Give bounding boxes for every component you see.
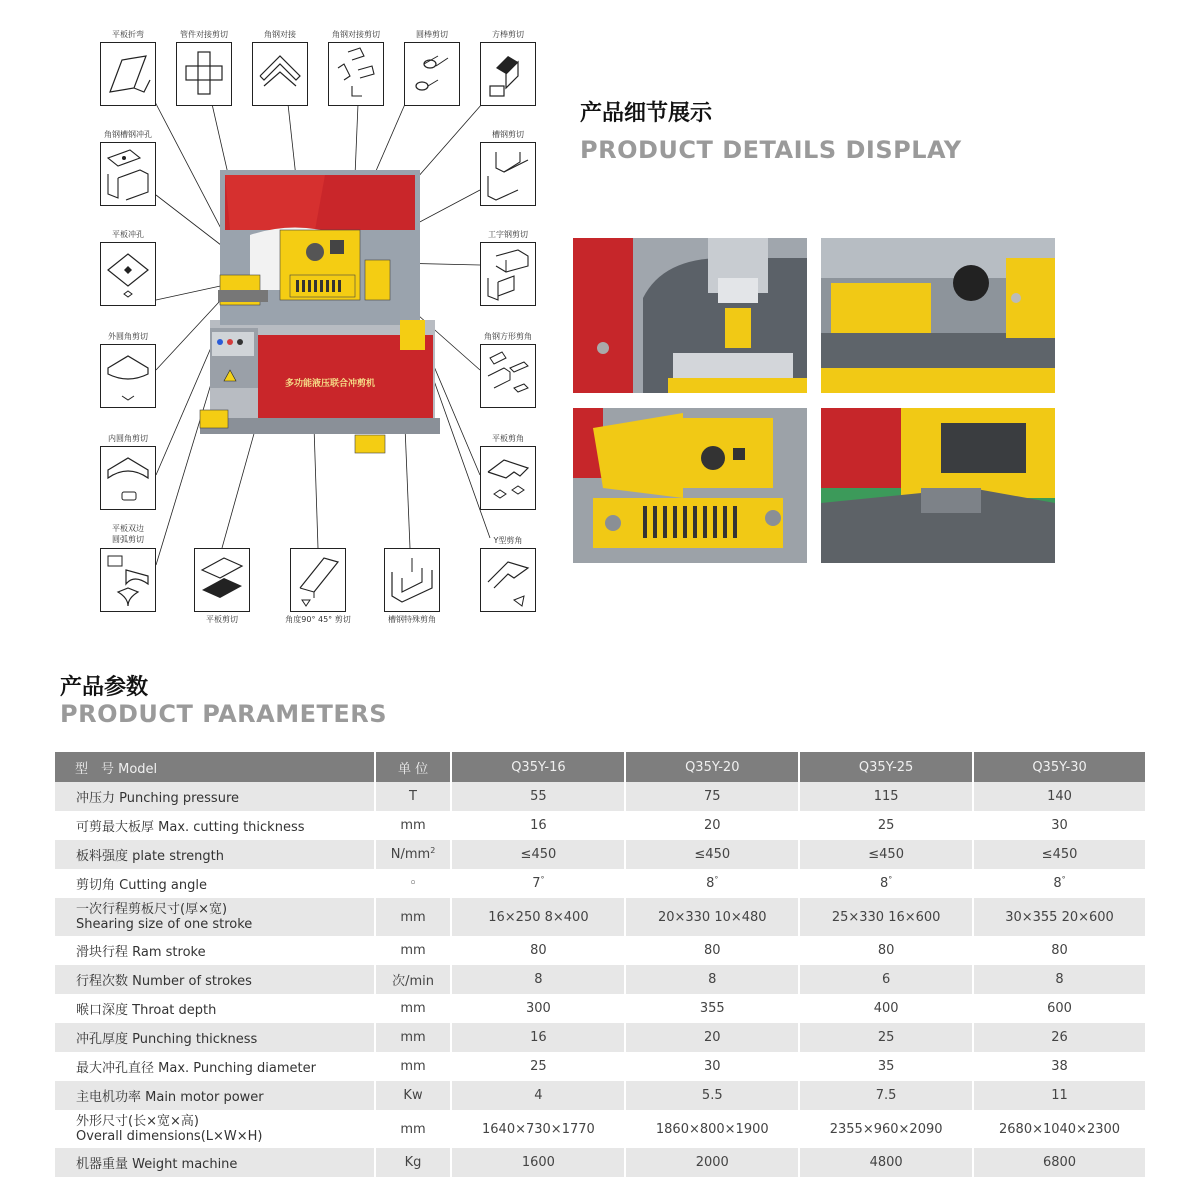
param-value: 1640×730×1770 xyxy=(482,1121,595,1137)
tile-label: 槽钢特殊剪角 xyxy=(388,615,436,624)
plate-notch-icon xyxy=(484,450,532,506)
double-arc-icon xyxy=(104,552,152,608)
param-value-cell xyxy=(451,811,625,840)
param-unit: mm xyxy=(400,1059,426,1074)
param-value: 8 xyxy=(1053,876,1062,891)
param-name-cell xyxy=(55,898,375,936)
tile-label: 管件对接剪切 xyxy=(180,30,228,39)
param-unit-cell xyxy=(375,1148,452,1177)
plate-punch-icon xyxy=(104,246,152,302)
param-name: 主电机功率 Main motor power xyxy=(76,1090,264,1105)
inner-round-icon xyxy=(104,450,152,506)
tile-double-arc xyxy=(100,524,156,612)
tile-label: 角度90° 45° 剪切 xyxy=(285,615,351,624)
param-value-cell xyxy=(973,1148,1146,1177)
tile-ibeam-cut xyxy=(480,230,536,306)
param-value-cell xyxy=(625,965,799,994)
param-value-cell xyxy=(799,811,973,840)
tile-label: 角钢方形剪角 xyxy=(484,332,532,341)
param-unit: 次/min xyxy=(392,974,434,989)
param-unit: mm xyxy=(400,909,426,925)
tile-square-bar xyxy=(480,30,536,106)
param-value: 16 xyxy=(530,818,547,833)
tile-label: Y型剪角 xyxy=(493,536,523,545)
param-value: 35 xyxy=(877,1059,895,1074)
ibeam-cut-icon xyxy=(484,246,532,302)
detail-photo-guard xyxy=(821,408,1055,563)
tile-label: 槽钢剪切 xyxy=(492,130,524,139)
channel-cut-icon xyxy=(484,146,532,202)
angle-90-45-icon xyxy=(294,552,342,608)
param-value-cell xyxy=(451,1148,625,1177)
param-unit-cell xyxy=(375,811,452,840)
param-value-cell xyxy=(799,840,973,869)
param-value-cell xyxy=(973,1052,1146,1081)
param-unit-cell xyxy=(375,965,452,994)
param-name: 机器重量 Weight machine xyxy=(76,1157,238,1172)
outer-round-icon xyxy=(104,348,152,404)
tile-label: 角钢对接剪切 xyxy=(332,30,380,39)
plate-shear-icon xyxy=(198,552,246,608)
table-row xyxy=(55,965,1146,994)
param-value-cell xyxy=(625,936,799,965)
tile-angle-notch xyxy=(480,332,536,408)
param-name-en: Shearing size of one stroke xyxy=(76,917,253,932)
param-name-cell xyxy=(55,994,375,1023)
param-value: 4 xyxy=(534,1088,543,1103)
param-name-cell xyxy=(55,869,375,898)
param-value-cell xyxy=(625,1148,799,1177)
param-value-cell xyxy=(973,1081,1146,1110)
param-value-cell xyxy=(799,782,973,811)
tile-label: 圆棒剪切 xyxy=(416,30,448,39)
param-value: 2355×960×2090 xyxy=(829,1121,943,1137)
channel-punch-icon xyxy=(104,146,152,202)
param-value-cell xyxy=(625,782,799,811)
param-unit-cell xyxy=(375,1052,452,1081)
table-row xyxy=(55,869,1146,898)
param-value: 16×250 8×400 xyxy=(488,909,589,925)
param-value-cell xyxy=(451,1110,625,1148)
header-q35y-16: Q35Y-16 xyxy=(451,752,625,782)
table-row xyxy=(55,1023,1146,1052)
params-table xyxy=(55,752,1147,1177)
params-title-en: PRODUCT PARAMETERS xyxy=(60,700,388,728)
param-value-cell xyxy=(451,869,625,898)
degree-superscript: ° xyxy=(714,875,719,884)
param-value-cell xyxy=(625,994,799,1023)
param-unit-cell xyxy=(375,1110,452,1148)
param-value-cell xyxy=(451,898,625,936)
param-value-cell xyxy=(625,898,799,936)
param-value-cell xyxy=(973,782,1146,811)
tile-plate-punch xyxy=(100,230,156,306)
param-value: 30 xyxy=(1051,818,1068,833)
param-value-cell xyxy=(799,1148,973,1177)
param-name-cell xyxy=(55,782,375,811)
tile-angle-90-45 xyxy=(285,548,351,624)
param-value: 8 xyxy=(1055,972,1064,987)
param-value: 8 xyxy=(534,972,543,987)
param-value-cell xyxy=(973,936,1146,965)
y-notch-icon xyxy=(484,552,532,608)
header-unit: 单 位 xyxy=(375,752,452,782)
param-name-cell xyxy=(55,936,375,965)
param-value: 5.5 xyxy=(701,1088,723,1103)
tile-pipe-joint xyxy=(176,30,232,106)
param-value: 20×330 10×480 xyxy=(657,909,767,925)
param-value: 80 xyxy=(530,943,547,958)
tile-label: 平板双边 圆弧剪切 xyxy=(112,524,144,544)
param-value: 1600 xyxy=(521,1155,555,1170)
param-value: 25×330 16×600 xyxy=(831,909,941,925)
param-unit-cell xyxy=(375,898,452,936)
tile-bend-plate xyxy=(100,30,156,106)
param-unit-cell xyxy=(375,994,452,1023)
param-value-cell xyxy=(451,965,625,994)
param-value: 140 xyxy=(1047,789,1072,804)
param-name-cell xyxy=(55,811,375,840)
param-value-cell xyxy=(799,994,973,1023)
param-value: 8 xyxy=(706,876,715,891)
param-value: 7.5 xyxy=(875,1088,897,1103)
angle-joint-icon xyxy=(256,46,304,102)
param-value: 115 xyxy=(873,789,899,804)
param-value-cell xyxy=(451,840,625,869)
param-name-cell xyxy=(55,965,375,994)
machine-diagram xyxy=(90,20,550,635)
tile-round-bar xyxy=(404,30,460,106)
param-name: 最大冲孔直径 Max. Punching diameter xyxy=(76,1061,316,1076)
param-unit: mm xyxy=(400,1001,426,1016)
param-value-cell xyxy=(799,1110,973,1148)
table-row xyxy=(55,898,1146,936)
param-value-cell xyxy=(799,1052,973,1081)
params-title-cn: 产品参数 xyxy=(60,675,149,700)
header-q35y-25: Q35Y-25 xyxy=(799,752,973,782)
param-value-cell xyxy=(451,1052,625,1081)
param-value-cell xyxy=(799,1081,973,1110)
param-value-cell xyxy=(973,898,1146,936)
param-value: 80 xyxy=(704,943,721,958)
param-value: 75 xyxy=(704,789,721,804)
param-value: 600 xyxy=(1047,1001,1072,1016)
header-q35y-30: Q35Y-30 xyxy=(973,752,1146,782)
table-row xyxy=(55,936,1146,965)
tile-label: 平板剪角 xyxy=(492,434,524,443)
param-unit-cell xyxy=(375,1023,452,1052)
param-value: 25 xyxy=(877,1030,895,1045)
param-value-cell xyxy=(799,898,973,936)
param-value: 11 xyxy=(1051,1088,1068,1103)
param-name: 冲孔厚度 Punching thickness xyxy=(76,1032,258,1047)
tile-inner-round xyxy=(100,434,156,510)
param-name-cell xyxy=(55,1052,375,1081)
param-unit: mm xyxy=(400,818,426,833)
table-header-row xyxy=(55,752,1146,782)
bend-plate-icon xyxy=(104,46,152,102)
tile-angle-joint xyxy=(252,30,308,106)
tile-label: 角钢槽钢冲孔 xyxy=(104,130,152,139)
param-name-en: Overall dimensions(L×W×H) xyxy=(76,1129,263,1144)
param-value: 2680×1040×2300 xyxy=(999,1121,1121,1137)
tile-plate-notch xyxy=(480,434,536,510)
param-value-cell xyxy=(625,811,799,840)
param-value: 355 xyxy=(699,1001,725,1016)
param-value-cell xyxy=(799,869,973,898)
param-value: 2000 xyxy=(695,1155,729,1170)
tile-label: 平板冲孔 xyxy=(112,230,144,239)
param-unit: T xyxy=(409,789,417,804)
param-name: 冲压力 Punching pressure xyxy=(76,791,239,806)
param-value-cell xyxy=(625,1052,799,1081)
angle-notch-icon xyxy=(484,348,532,404)
param-value-cell xyxy=(799,965,973,994)
round-bar-icon xyxy=(408,46,456,102)
param-value-cell xyxy=(973,840,1146,869)
param-name-cell xyxy=(55,1110,375,1148)
param-value: 25 xyxy=(530,1059,547,1074)
param-name: 滑块行程 Ram stroke xyxy=(76,945,206,960)
machine-label: 多功能液压联合冲剪机 xyxy=(284,379,376,389)
param-value: ≤450 xyxy=(694,847,731,862)
param-value: 80 xyxy=(877,943,895,958)
tile-label: 平板剪切 xyxy=(206,615,238,624)
param-value-cell xyxy=(451,994,625,1023)
param-unit: N/mm xyxy=(390,847,431,862)
param-value-cell xyxy=(625,840,799,869)
param-value: 38 xyxy=(1051,1059,1068,1074)
param-value-cell xyxy=(973,965,1146,994)
param-value-cell xyxy=(451,782,625,811)
param-name: 喉口深度 Throat depth xyxy=(76,1003,217,1018)
param-value: 30 xyxy=(704,1059,721,1074)
tile-plate-shear xyxy=(194,548,250,624)
channel-special-icon xyxy=(388,552,436,608)
param-value-cell xyxy=(973,869,1146,898)
param-value: 1860×800×1900 xyxy=(655,1121,769,1137)
table-row xyxy=(55,840,1146,869)
tile-label: 方棒剪切 xyxy=(492,30,524,39)
param-value: 16 xyxy=(530,1030,547,1045)
param-value: ≤450 xyxy=(868,847,904,862)
param-value-cell xyxy=(625,1023,799,1052)
param-value-cell xyxy=(451,1081,625,1110)
param-value-cell xyxy=(973,994,1146,1023)
param-value: 55 xyxy=(530,789,547,804)
param-name-cell xyxy=(55,1081,375,1110)
param-name-cell xyxy=(55,1148,375,1177)
table-body xyxy=(55,782,1146,1177)
param-name-cell xyxy=(55,840,375,869)
param-value: 6800 xyxy=(1042,1155,1077,1170)
param-unit: mm xyxy=(400,1030,426,1045)
table-row xyxy=(55,1052,1146,1081)
param-value: ≤450 xyxy=(520,847,557,862)
param-name: 一次行程剪板尺寸(厚×宽) xyxy=(76,902,228,917)
degree-superscript: ° xyxy=(888,875,893,884)
param-value: 7 xyxy=(532,876,541,891)
param-value: 8 xyxy=(879,876,889,891)
param-value: 20 xyxy=(704,818,721,833)
param-unit: mm xyxy=(400,943,426,958)
tile-channel-cut xyxy=(480,130,536,206)
square-bar-icon xyxy=(484,46,532,102)
param-value-cell xyxy=(799,1023,973,1052)
param-unit-cell xyxy=(375,936,452,965)
param-name: 可剪最大板厚 Max. cutting thickness xyxy=(76,820,305,835)
detail-photo-punch xyxy=(573,238,807,393)
param-value: 4800 xyxy=(869,1155,903,1170)
table-row xyxy=(55,782,1146,811)
param-name: 板料强度 plate strength xyxy=(76,849,224,864)
tile-label: 内圆角剪切 xyxy=(108,434,148,443)
param-value: 80 xyxy=(1051,943,1068,958)
header-model: 型 号 Model xyxy=(55,752,375,782)
param-value-cell xyxy=(973,1023,1146,1052)
param-name-cell xyxy=(55,1023,375,1052)
tile-channel-special xyxy=(384,548,440,624)
param-value-cell xyxy=(451,1023,625,1052)
table-row xyxy=(55,1110,1146,1148)
detail-photo-shear-table xyxy=(821,238,1055,393)
param-unit-cell xyxy=(375,782,452,811)
angle-cut-icon xyxy=(332,46,380,102)
param-unit-cell xyxy=(375,1081,452,1110)
unit-superscript: 2 xyxy=(430,846,436,855)
param-unit: ◦ xyxy=(409,876,417,891)
param-value: 20 xyxy=(704,1030,721,1045)
detail-photo-tool-panel xyxy=(573,408,807,563)
param-unit: mm xyxy=(400,1121,426,1137)
tile-y-notch xyxy=(480,536,536,612)
tile-label: 角钢对接 xyxy=(264,30,296,39)
param-value-cell xyxy=(451,936,625,965)
param-value: 6 xyxy=(881,972,891,987)
param-value-cell xyxy=(973,1110,1146,1148)
tile-channel-punch xyxy=(100,130,156,206)
degree-superscript: ° xyxy=(1061,875,1066,884)
param-unit: Kg xyxy=(404,1155,422,1170)
pipe-joint-icon xyxy=(180,46,228,102)
param-name: 外形尺寸(长×宽×高) xyxy=(76,1114,199,1129)
table-row xyxy=(55,1148,1146,1177)
param-value-cell xyxy=(625,869,799,898)
param-value: ≤450 xyxy=(1041,847,1078,862)
param-value-cell xyxy=(625,1110,799,1148)
param-unit-cell xyxy=(375,840,452,869)
tile-label: 外圆角剪切 xyxy=(108,332,148,341)
param-value: 300 xyxy=(526,1001,551,1016)
details-title-cn: 产品细节展示 xyxy=(580,101,713,126)
param-unit: Kw xyxy=(403,1088,423,1103)
param-name: 剪切角 Cutting angle xyxy=(76,878,207,893)
param-value: 25 xyxy=(877,818,895,833)
tile-angle-cut xyxy=(328,30,384,106)
tile-label: 平板折弯 xyxy=(112,30,144,39)
param-name: 行程次数 Number of strokes xyxy=(76,974,252,989)
param-value-cell xyxy=(973,811,1146,840)
param-value: 30×355 20×600 xyxy=(1005,909,1114,925)
param-value-cell xyxy=(799,936,973,965)
param-unit-cell xyxy=(375,869,452,898)
tile-outer-round xyxy=(100,332,156,408)
table-row xyxy=(55,994,1146,1023)
header-q35y-20: Q35Y-20 xyxy=(625,752,799,782)
table-row xyxy=(55,1081,1146,1110)
param-value-cell xyxy=(625,1081,799,1110)
degree-superscript: ° xyxy=(540,875,545,884)
details-title-en: PRODUCT DETAILS DISPLAY xyxy=(580,136,962,164)
param-value: 8 xyxy=(708,972,717,987)
param-value: 400 xyxy=(873,1001,899,1016)
tile-label: 工字钢剪切 xyxy=(488,230,528,239)
table-row xyxy=(55,811,1146,840)
param-value: 26 xyxy=(1051,1030,1068,1045)
